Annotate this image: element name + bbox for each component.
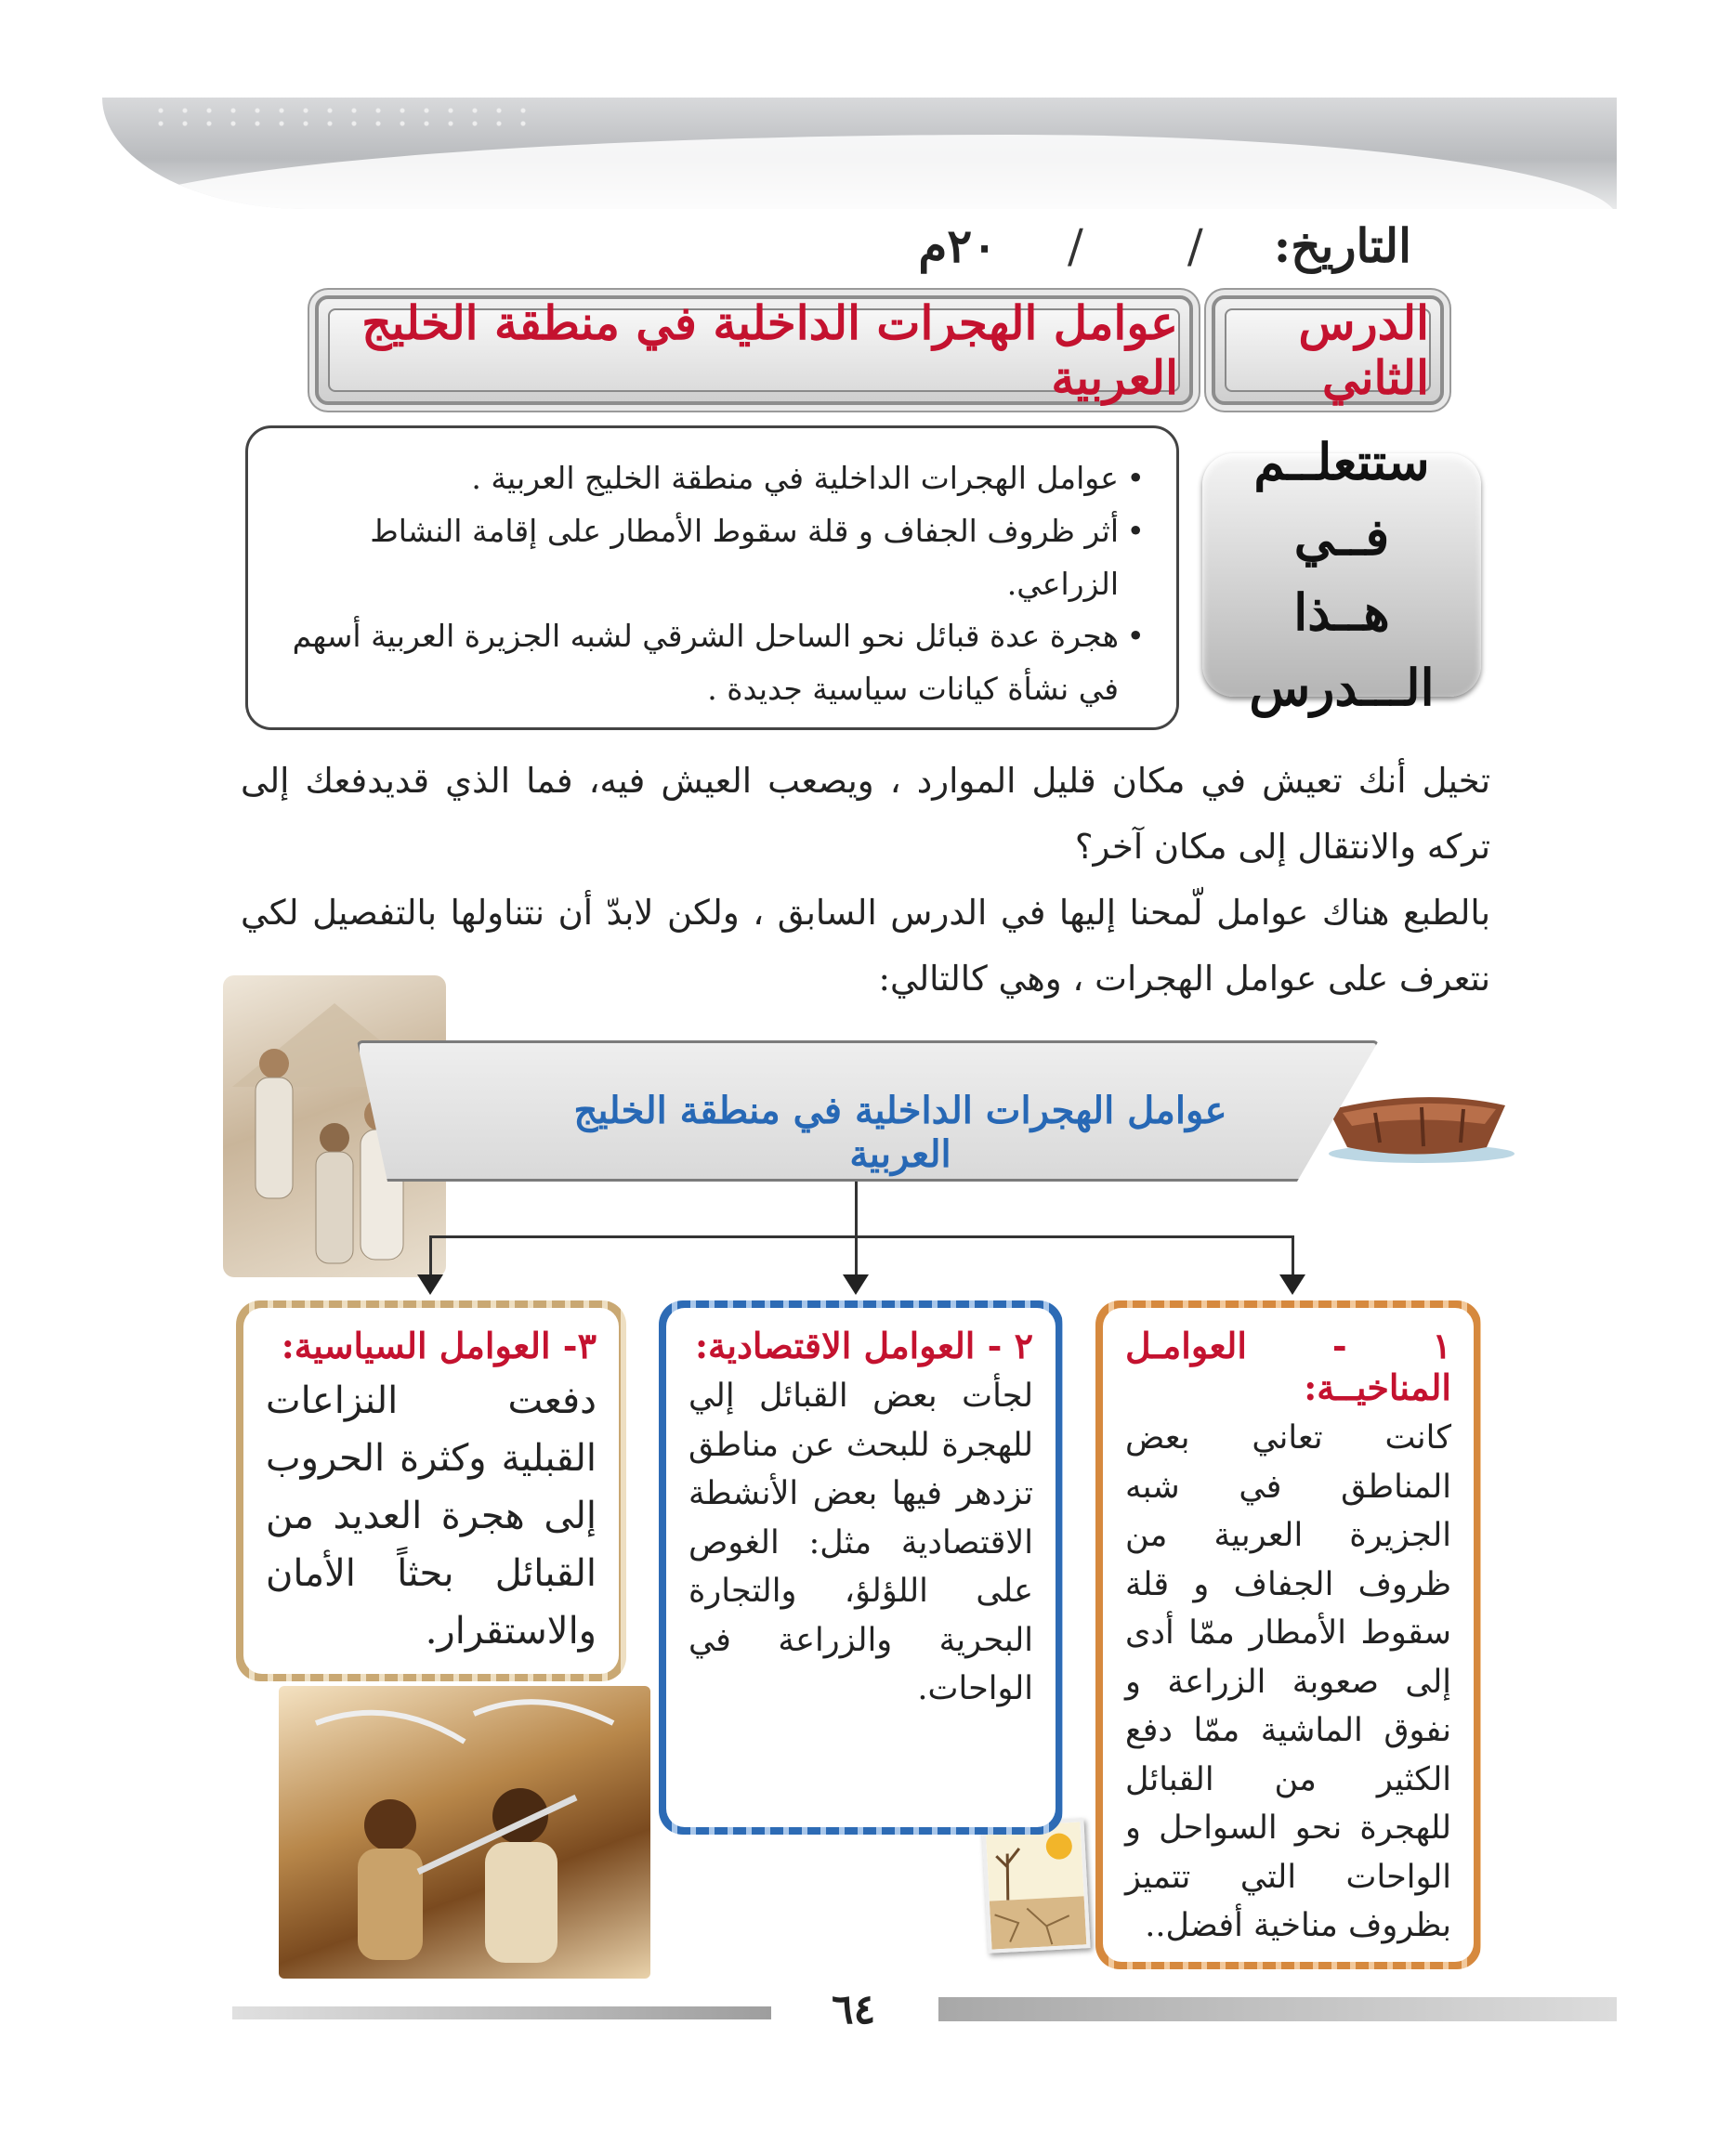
arrow-down-icon	[417, 1274, 443, 1295]
objective-item: • عوامل الهجرات الداخلية في منطقة الخليج العربية .	[276, 452, 1145, 505]
arrow-down-icon	[1279, 1274, 1305, 1295]
intro-text	[241, 748, 1490, 1012]
lesson-number-label: الدرس الثاني	[1225, 308, 1431, 392]
diagram-banner-title: عوامل الهجرات الداخلية في منطقة الخليج العربية	[573, 1089, 1227, 1176]
badge-line: ستتعلــم فــي	[1253, 432, 1430, 567]
tribal-battle-illustration	[279, 1686, 650, 1979]
date-label: التاريخ:	[1273, 218, 1411, 273]
objectives-list	[245, 425, 1179, 730]
date-slash: /	[1187, 219, 1203, 273]
connector-line	[429, 1235, 432, 1277]
card-title: ٣- العوامل السياسية:	[281, 1325, 597, 1366]
connector-line	[1292, 1235, 1294, 1277]
date-row	[918, 218, 1411, 273]
footer-bar-right	[938, 1997, 1617, 2021]
economic-factors-card	[659, 1300, 1063, 1835]
page-number: ٦٤	[832, 1986, 876, 2033]
card-text: كانت تعاني بعض المناطق في شبه الجزيرة العربية من ظروف الجفاف و قلة سقوط الأمطار ممّا أدى إلى صعوبة الزراعة و نفوق الماشية ممّا دفع الكثير من القبائل للهجرة نحو السواحل و الواحات التي تتميز بظروف مناخية أفضل..	[1125, 1419, 1451, 1944]
connector-line	[855, 1182, 858, 1237]
objective-item: • أثر ظروف الجفاف و قلة سقوط الأمطار على إقامة النشاط الزراعي.	[276, 505, 1145, 611]
lesson-title: عوامل الهجرات الداخلية في منطقة الخليج العربية	[328, 308, 1180, 392]
header-dots-decoration	[149, 104, 539, 132]
intro-paragraph: بالطبع هناك عوامل لّمحنا إليها في الدرس السابق ، ولكن لابدّ أن نتناولها بالتفصيل لكي نتعرف على عوامل الهجرات ، وهي كالتالي:	[241, 893, 1490, 1000]
connector-line	[855, 1235, 858, 1277]
footer-bar-left	[232, 2006, 771, 2019]
card-text: دفعت النزاعات القبلية وكثرة الحروب إلى هجرة العديد من القبائل بحثاً الأمان والاستقرار.	[266, 1379, 597, 1653]
intro-paragraph: تخيل أنك تعيش في مكان قليل الموارد ، ويصعب العيش فيه، فما الذي قديدفعك إلى تركه والانتقال إلى مكان آخر؟	[241, 761, 1490, 868]
date-slash: /	[1068, 219, 1083, 273]
climate-factors-card	[1095, 1300, 1481, 1969]
date-year: ٢٠م	[918, 218, 998, 273]
drought-landscape-illustration	[981, 1818, 1090, 1953]
card-text: لجأت بعض القبائل إلي للهجرة للبحث عن مناطق تزدهر فيها بعض الأنشطة الاقتصادية مثل: الغوص على اللؤلؤ، والتجارة البحرية والزراعة في الواحات.	[689, 1378, 1033, 1707]
badge-line: هــذا الـــدرس	[1249, 582, 1435, 717]
lesson-number-plaque	[1212, 295, 1444, 405]
arrow-down-icon	[843, 1274, 869, 1295]
lesson-title-plaque	[315, 295, 1193, 405]
objective-item: • هجرة عدة قبائل نحو الساحل الشرقي لشبه الجزيرة العربية أسهم في نشأة كيانات سياسية جديدة .	[276, 610, 1145, 716]
learn-in-this-lesson-badge	[1202, 432, 1481, 717]
political-factors-card	[236, 1300, 626, 1681]
card-title: ٢ - العوامل الاقتصادية:	[695, 1325, 1033, 1366]
card-title: ١ - العوامـل المناخيــة:	[1125, 1325, 1451, 1408]
connector-line	[429, 1235, 1293, 1238]
